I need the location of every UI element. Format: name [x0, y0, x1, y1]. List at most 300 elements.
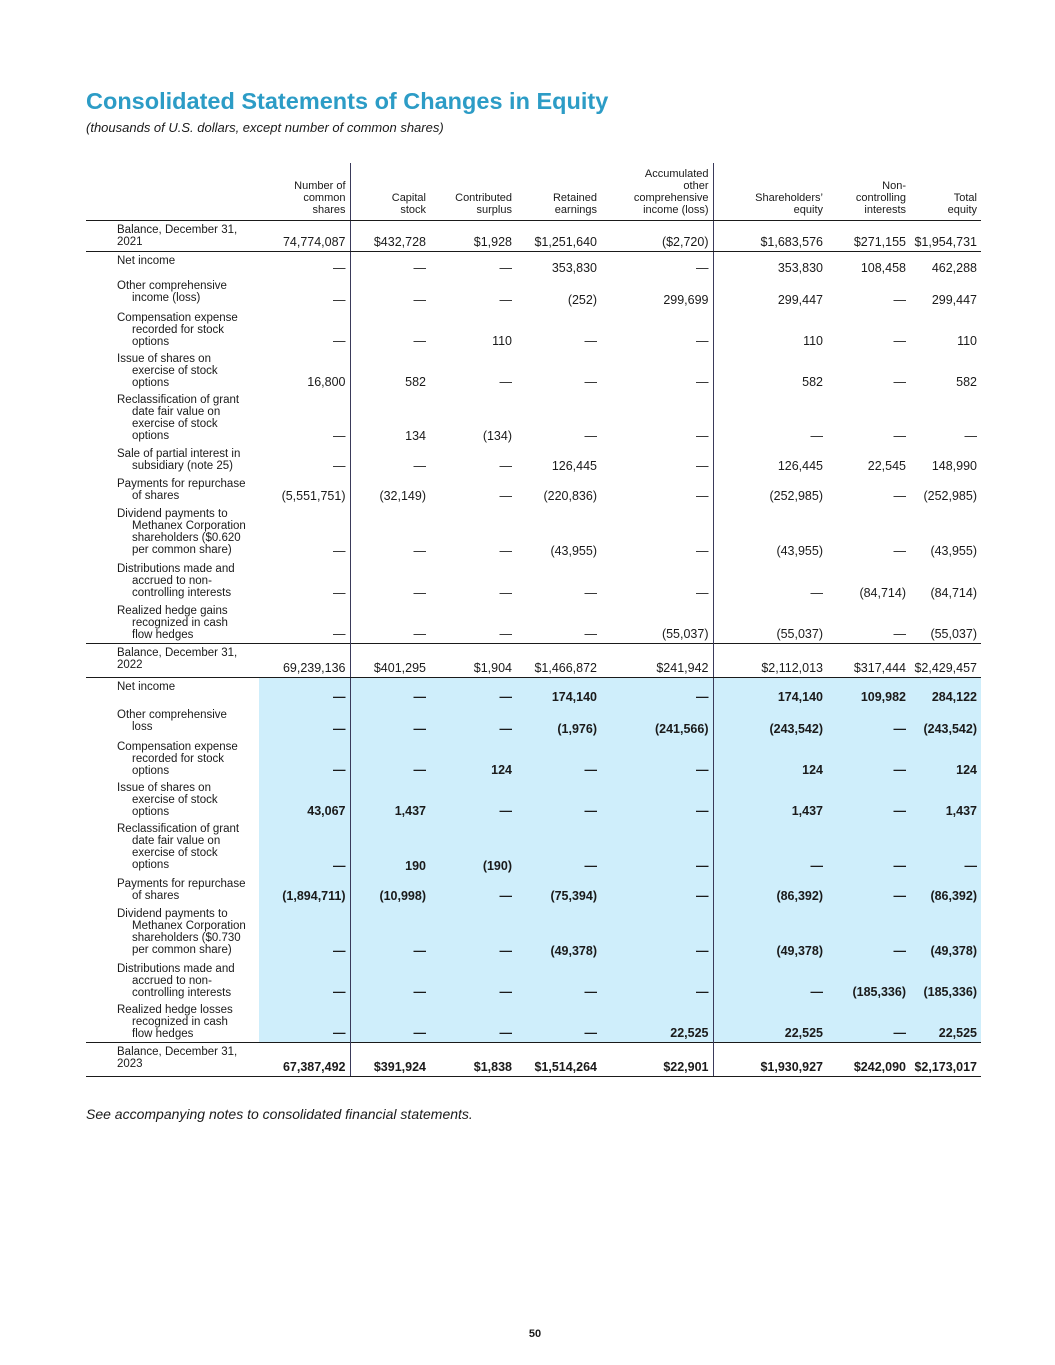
- value-cell: —: [964, 429, 977, 443]
- value-cell: 174,140: [516, 678, 601, 706]
- row-label-line: options: [132, 430, 170, 442]
- value-cell: —: [584, 586, 597, 600]
- row-label-line: exercise of stock: [132, 846, 218, 859]
- value-cell: $241,942: [601, 644, 713, 678]
- table-row: [86, 445, 981, 475]
- row-label-line: options: [132, 805, 170, 818]
- value-cell: 22,525: [713, 1001, 827, 1043]
- column-header-line: Shareholders’: [755, 191, 823, 204]
- table-row: [86, 309, 981, 350]
- value-cell: —: [499, 261, 512, 275]
- value-cell: (43,955): [930, 544, 977, 558]
- row-label: [86, 475, 259, 505]
- value-cell: —: [499, 375, 512, 389]
- value-cell: 124: [910, 738, 981, 779]
- row-label-line: controlling interests: [132, 986, 232, 999]
- row-label: [86, 960, 259, 1001]
- row-label: [86, 779, 259, 820]
- column-header-line: earnings: [554, 203, 597, 216]
- column-header-line: other: [683, 179, 709, 192]
- row-label-line: Realized hedge losses: [117, 1003, 233, 1016]
- column-header-line: shares: [312, 203, 346, 216]
- value-cell: 174,140: [713, 678, 827, 706]
- value-cell: —: [259, 560, 350, 602]
- value-cell: (32,149): [379, 489, 426, 503]
- value-cell: —: [516, 1001, 601, 1043]
- value-cell: —: [350, 706, 430, 738]
- row-label: [86, 277, 259, 309]
- value-cell: 110: [957, 334, 977, 348]
- value-cell: —: [601, 678, 713, 706]
- value-cell: (43,955): [776, 544, 823, 558]
- column-header: [910, 163, 981, 220]
- value-cell: —: [601, 820, 713, 875]
- row-label-line: per common share): [132, 943, 232, 956]
- value-cell: —: [350, 738, 430, 779]
- value-cell: —: [413, 293, 426, 307]
- row-label-line: date fair value on: [132, 406, 221, 418]
- value-cell: —: [713, 820, 827, 875]
- value-cell: (75,394): [516, 875, 601, 905]
- row-label: [86, 445, 259, 475]
- value-cell: (49,378): [910, 905, 981, 960]
- row-label-line: recognized in cash: [132, 1015, 228, 1028]
- balance-row: [86, 220, 981, 251]
- row-label-line: Dividend payments to: [117, 907, 228, 920]
- value-cell: —: [827, 738, 910, 779]
- value-cell: —: [499, 627, 512, 641]
- value-cell: —: [893, 334, 906, 348]
- value-cell: $242,090: [827, 1043, 910, 1077]
- value-cell: —: [350, 678, 430, 706]
- value-cell: $1,954,731: [910, 220, 981, 251]
- column-header-line: Accumulated: [644, 167, 709, 180]
- value-cell: —: [499, 459, 512, 473]
- table-row: [86, 560, 981, 602]
- value-cell: $271,155: [827, 220, 910, 251]
- row-label-line: exercise of stock: [132, 418, 218, 430]
- row-label-line: Net income: [117, 254, 176, 267]
- value-cell: (243,542): [713, 706, 827, 738]
- column-header-line: stock: [400, 203, 426, 216]
- value-cell: $401,295: [350, 644, 430, 678]
- value-cell: $2,173,017: [910, 1043, 981, 1077]
- column-header-line: Capital: [391, 191, 426, 204]
- value-cell: —: [430, 1001, 516, 1043]
- value-cell: —: [413, 544, 426, 558]
- value-cell: 109,982: [827, 678, 910, 706]
- value-cell: (185,336): [910, 960, 981, 1001]
- row-label: [86, 738, 259, 779]
- row-label-line: options: [132, 858, 170, 871]
- value-cell: $22,901: [601, 1043, 713, 1077]
- row-label-line: accrued to non-: [132, 575, 212, 587]
- value-cell: —: [893, 627, 906, 641]
- header-label-cell: [86, 163, 259, 220]
- table-row: [86, 820, 981, 875]
- column-header-line: income (loss): [643, 203, 709, 216]
- value-cell: 353,830: [777, 261, 823, 275]
- table-row: [86, 391, 981, 445]
- value-cell: —: [259, 602, 350, 644]
- row-label-line: Balance, December 31,: [117, 1046, 238, 1058]
- column-header: [713, 163, 827, 220]
- value-cell: 126,445: [551, 459, 597, 473]
- value-cell: —: [430, 706, 516, 738]
- value-cell: —: [601, 505, 713, 560]
- value-cell: —: [499, 489, 512, 503]
- value-cell: $1,683,576: [713, 220, 827, 251]
- row-label: [86, 309, 259, 350]
- row-label-line: shareholders ($0.730: [132, 931, 241, 944]
- column-header: [259, 163, 350, 220]
- row-label-line: Net income: [117, 681, 176, 693]
- row-label-line: per common share): [132, 544, 232, 556]
- value-cell: —: [430, 779, 516, 820]
- value-cell: —: [350, 960, 430, 1001]
- value-cell: —: [601, 391, 713, 445]
- column-header-line: Non-: [882, 179, 906, 192]
- value-cell: —: [827, 905, 910, 960]
- column-header: [430, 163, 516, 220]
- row-label-line: Payments for repurchase: [117, 877, 246, 890]
- value-cell: —: [413, 334, 426, 348]
- value-cell: 16,800: [259, 350, 350, 391]
- column-header: [827, 163, 910, 220]
- row-label-line: accrued to non-: [132, 974, 212, 987]
- value-cell: —: [350, 1001, 430, 1043]
- value-cell: —: [601, 475, 713, 505]
- row-label-line: Methanex Corporation: [132, 919, 246, 932]
- value-cell: —: [259, 678, 350, 706]
- value-cell: (10,998): [350, 875, 430, 905]
- row-label: [86, 602, 259, 644]
- row-label-line: Other comprehensive: [117, 708, 227, 721]
- value-cell: $2,112,013: [713, 644, 827, 678]
- column-header-line: interests: [864, 203, 906, 216]
- value-cell: 108,458: [860, 261, 906, 275]
- value-cell: 124: [713, 738, 827, 779]
- value-cell: $317,444: [827, 644, 910, 678]
- row-label-line: income (loss): [132, 292, 201, 304]
- table-row: [86, 350, 981, 391]
- column-header-line: surplus: [476, 203, 512, 216]
- row-label-line: Dividend payments to: [117, 508, 228, 520]
- footnote: See accompanying notes to consolidated financial statements.: [86, 1106, 473, 1122]
- column-header: [350, 163, 430, 220]
- value-cell: (84,714): [859, 586, 906, 600]
- value-cell: —: [601, 738, 713, 779]
- value-cell: —: [893, 489, 906, 503]
- row-label-line: Issue of shares on: [117, 781, 211, 794]
- value-cell: —: [584, 429, 597, 443]
- row-label-line: Balance, December 31,: [117, 223, 238, 236]
- row-label-line: Compensation expense: [117, 740, 238, 753]
- value-cell: —: [499, 544, 512, 558]
- column-header-line: common: [303, 191, 346, 204]
- value-cell: —: [413, 261, 426, 275]
- value-cell: —: [413, 459, 426, 473]
- value-cell: —: [259, 309, 350, 350]
- value-cell: —: [430, 960, 516, 1001]
- equity-table: [86, 163, 981, 1077]
- row-label-line: shareholders ($0.620: [132, 532, 241, 544]
- value-cell: —: [713, 960, 827, 1001]
- value-cell: —: [601, 905, 713, 960]
- value-cell: (252,985): [923, 489, 977, 503]
- value-cell: (190): [430, 820, 516, 875]
- row-label-line: options: [132, 336, 170, 348]
- value-cell: (243,542): [910, 706, 981, 738]
- column-header: [601, 163, 713, 220]
- value-cell: (43,955): [550, 544, 597, 558]
- value-cell: (1,976): [516, 706, 601, 738]
- row-label: [86, 391, 259, 445]
- row-label-line: of shares: [132, 889, 180, 902]
- value-cell: (84,714): [930, 586, 977, 600]
- balance-row: [86, 1043, 981, 1077]
- value-cell: —: [430, 875, 516, 905]
- page-title: Consolidated Statements of Changes in Equity: [86, 88, 609, 114]
- row-label: [86, 678, 259, 706]
- value-cell: —: [259, 905, 350, 960]
- balance-row: [86, 644, 981, 678]
- value-cell: 134: [405, 429, 426, 443]
- row-label-line: controlling interests: [132, 587, 232, 599]
- row-label-line: Issue of shares on: [117, 353, 211, 365]
- value-cell: 462,288: [931, 261, 977, 275]
- value-cell: 284,122: [910, 678, 981, 706]
- value-cell: $1,928: [430, 220, 516, 251]
- value-cell: 74,774,087: [259, 220, 350, 251]
- row-label: [86, 350, 259, 391]
- value-cell: —: [601, 560, 713, 602]
- row-label: [86, 560, 259, 602]
- row-label-line: loss: [132, 720, 153, 733]
- value-cell: 582: [956, 375, 977, 389]
- table-row: [86, 738, 981, 779]
- value-cell: —: [810, 429, 823, 443]
- value-cell: 67,387,492: [259, 1043, 350, 1077]
- row-label: [86, 905, 259, 960]
- value-cell: —: [516, 738, 601, 779]
- row-label-line: subsidiary (note 25): [132, 460, 233, 472]
- row-label-line: Realized hedge gains: [117, 605, 228, 617]
- table-row: [86, 706, 981, 738]
- value-cell: (220,836): [543, 489, 597, 503]
- value-cell: —: [893, 544, 906, 558]
- row-label-line: Payments for repurchase: [117, 478, 246, 490]
- value-cell: (134): [482, 429, 512, 443]
- column-header-line: Retained: [552, 191, 597, 204]
- value-cell: —: [893, 293, 906, 307]
- value-cell: $1,930,927: [713, 1043, 827, 1077]
- value-cell: —: [413, 627, 426, 641]
- value-cell: (49,378): [516, 905, 601, 960]
- value-cell: —: [584, 375, 597, 389]
- row-label: [86, 505, 259, 560]
- table-row: [86, 505, 981, 560]
- value-cell: —: [601, 960, 713, 1001]
- value-cell: —: [601, 875, 713, 905]
- value-cell: —: [827, 779, 910, 820]
- row-label-line: Balance, December 31,: [117, 647, 238, 659]
- value-cell: —: [516, 820, 601, 875]
- value-cell: ($2,720): [601, 220, 713, 251]
- row-label-line: Methanex Corporation: [132, 520, 246, 532]
- table-row: [86, 602, 981, 644]
- row-label-line: 2021: [117, 235, 143, 248]
- row-label-line: options: [132, 764, 170, 777]
- value-cell: —: [584, 334, 597, 348]
- value-cell: —: [259, 960, 350, 1001]
- value-cell: —: [601, 779, 713, 820]
- row-label: [86, 644, 259, 678]
- value-cell: —: [516, 960, 601, 1001]
- value-cell: $1,514,264: [516, 1043, 601, 1077]
- value-cell: (252,985): [769, 489, 823, 503]
- column-header-line: comprehensive: [633, 191, 709, 204]
- value-cell: 190: [350, 820, 430, 875]
- column-header-line: controlling: [855, 191, 906, 204]
- value-cell: 299,447: [931, 293, 977, 307]
- value-cell: (252): [567, 293, 597, 307]
- value-cell: (86,392): [713, 875, 827, 905]
- value-cell: 110: [492, 334, 512, 348]
- table-row: [86, 905, 981, 960]
- row-label: [86, 220, 259, 251]
- value-cell: 299,699: [601, 277, 713, 309]
- value-cell: 1,437: [350, 779, 430, 820]
- value-cell: (86,392): [910, 875, 981, 905]
- row-label-line: date fair value on: [132, 834, 221, 847]
- value-cell: $2,429,457: [910, 644, 981, 678]
- value-cell: $1,251,640: [516, 220, 601, 251]
- value-cell: —: [259, 706, 350, 738]
- value-cell: $1,904: [430, 644, 516, 678]
- value-cell: —: [827, 706, 910, 738]
- row-label-line: of shares: [132, 490, 180, 502]
- value-cell: —: [601, 309, 713, 350]
- value-cell: (1,894,711): [259, 875, 350, 905]
- value-cell: 22,525: [910, 1001, 981, 1043]
- value-cell: —: [910, 820, 981, 875]
- value-cell: (55,037): [601, 602, 713, 644]
- value-cell: $1,838: [430, 1043, 516, 1077]
- value-cell: —: [350, 905, 430, 960]
- value-cell: —: [584, 627, 597, 641]
- value-cell: 353,830: [551, 261, 597, 275]
- row-label-line: Other comprehensive: [117, 280, 227, 292]
- value-cell: —: [893, 429, 906, 443]
- value-cell: —: [827, 1001, 910, 1043]
- value-cell: 148,990: [931, 459, 977, 473]
- value-cell: —: [259, 1001, 350, 1043]
- value-cell: 22,545: [867, 459, 906, 473]
- value-cell: 43,067: [259, 779, 350, 820]
- row-label-line: Reclassification of grant: [117, 822, 240, 835]
- value-cell: $432,728: [350, 220, 430, 251]
- value-cell: (55,037): [930, 627, 977, 641]
- table-row: [86, 678, 981, 706]
- row-label: [86, 820, 259, 875]
- row-label-line: Compensation expense: [117, 312, 238, 324]
- value-cell: 1,437: [910, 779, 981, 820]
- row-label-line: Sale of partial interest in: [117, 448, 241, 460]
- value-cell: —: [259, 738, 350, 779]
- row-label: [86, 875, 259, 905]
- table-row: [86, 779, 981, 820]
- equity-table-body: [86, 220, 981, 1077]
- value-cell: —: [601, 350, 713, 391]
- value-cell: (49,378): [713, 905, 827, 960]
- row-label-line: Reclassification of grant: [117, 394, 240, 406]
- value-cell: —: [601, 445, 713, 475]
- page-number: 50: [528, 1328, 542, 1340]
- value-cell: $1,466,872: [516, 644, 601, 678]
- row-label-line: 2022: [117, 659, 143, 671]
- value-cell: (5,551,751): [259, 475, 350, 505]
- row-label: [86, 1043, 259, 1077]
- value-cell: —: [499, 586, 512, 600]
- header-row: [86, 163, 981, 220]
- value-cell: 69,239,136: [259, 644, 350, 678]
- table-row: [86, 960, 981, 1001]
- table-row: [86, 277, 981, 309]
- value-cell: $391,924: [350, 1043, 430, 1077]
- value-cell: (55,037): [776, 627, 823, 641]
- row-label-line: recorded for stock: [132, 324, 225, 336]
- column-header-line: Total: [953, 191, 977, 204]
- value-cell: —: [259, 445, 350, 475]
- value-cell: (185,336): [827, 960, 910, 1001]
- row-label-line: recorded for stock: [132, 752, 225, 765]
- value-cell: —: [827, 875, 910, 905]
- row-label: [86, 706, 259, 738]
- value-cell: 582: [802, 375, 823, 389]
- row-label: [86, 251, 259, 277]
- row-label-line: Distributions made and: [117, 563, 235, 575]
- page-subtitle: (thousands of U.S. dollars, except number of common shares): [86, 120, 444, 135]
- value-cell: —: [827, 820, 910, 875]
- value-cell: —: [499, 293, 512, 307]
- row-label-line: Distributions made and: [117, 962, 235, 975]
- value-cell: —: [259, 820, 350, 875]
- column-header-line: Number of: [294, 179, 346, 192]
- row-label: [86, 1001, 259, 1043]
- value-cell: 110: [803, 334, 823, 348]
- table-row: [86, 875, 981, 905]
- table-row: [86, 475, 981, 505]
- value-cell: —: [430, 905, 516, 960]
- value-cell: —: [516, 779, 601, 820]
- value-cell: —: [893, 375, 906, 389]
- row-label-line: flow hedges: [132, 1027, 194, 1040]
- column-header-line: Contributed: [455, 191, 512, 204]
- row-label-line: recognized in cash: [132, 617, 228, 629]
- value-cell: (241,566): [601, 706, 713, 738]
- value-cell: —: [259, 391, 350, 445]
- row-label-line: flow hedges: [132, 629, 194, 641]
- value-cell: —: [413, 586, 426, 600]
- column-header-line: equity: [947, 203, 977, 216]
- column-header: [516, 163, 601, 220]
- value-cell: —: [259, 277, 350, 309]
- table-row: [86, 251, 981, 277]
- value-cell: —: [259, 251, 350, 277]
- row-label-line: exercise of stock: [132, 365, 218, 377]
- value-cell: 126,445: [777, 459, 823, 473]
